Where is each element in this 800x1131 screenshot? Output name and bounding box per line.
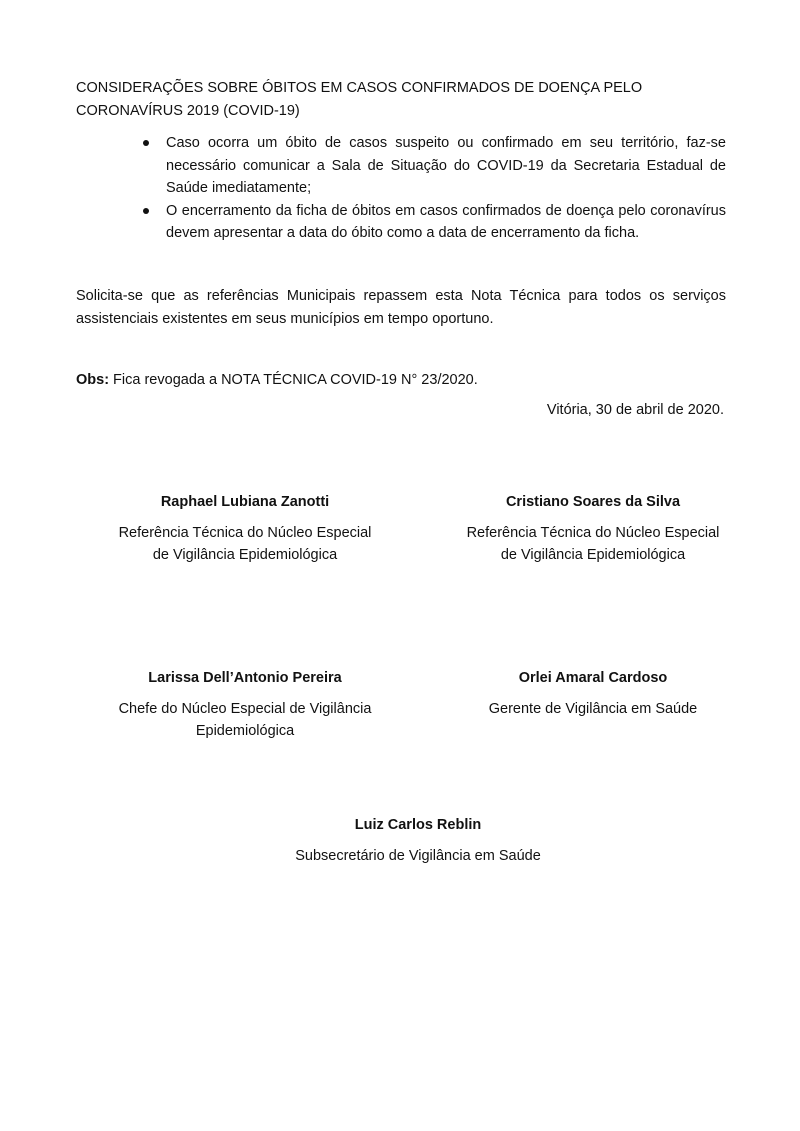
signature-role — [443, 522, 743, 567]
signature-block — [268, 814, 568, 867]
obs-text: Fica revogada a NOTA TÉCNICA COVID-19 N° 23/2020. — [109, 372, 478, 388]
obs-label: Obs: — [76, 372, 110, 388]
signature-role-line: Gerente de Vigilância em Saúde — [488, 700, 698, 717]
signature-name: Orlei Amaral Cardoso — [518, 670, 668, 686]
section-title: CONSIDERAÇÕES SOBRE ÓBITOS EM CASOS CONFIRMADOS DE DOENÇA PELO CORONAVÍRUS 2019 (COVID-19) — [76, 80, 643, 119]
signature-block — [95, 667, 395, 743]
signature-role — [95, 522, 395, 567]
signature-role — [268, 845, 568, 868]
bullet-list — [166, 132, 726, 245]
bullet-icon — [143, 140, 149, 146]
signature-role-line: Referência Técnica do Núcleo Especial — [118, 524, 372, 541]
bullet-icon — [143, 208, 149, 214]
signature-name: Luiz Carlos Reblin — [354, 817, 482, 833]
signature-name: Raphael Lubiana Zanotti — [160, 494, 330, 510]
bullet-text: Caso ocorra um óbito de casos suspeito ou confirmado em seu território, faz-se necessário comunicar a Sala de Situação do COVID-19 da Secretaria Estadual de Saúde imediatamente; — [166, 135, 726, 196]
signature-role-line: de Vigilância Epidemiológica — [500, 547, 686, 563]
request-paragraph: Solicita-se que as referências Municipais repassem esta Nota Técnica para todos os serviços assistenciais existentes em seus municípios em tempo oportuno. — [76, 288, 726, 327]
bullet-item — [166, 200, 726, 245]
signature-role-line: de Vigilância Epidemiológica — [152, 547, 338, 563]
signature-role-line: Referência Técnica do Núcleo Especial — [466, 524, 720, 541]
signature-name: Cristiano Soares da Silva — [505, 494, 681, 510]
signature-role-line: Chefe do Núcleo Especial de Vigilância — [118, 700, 372, 717]
date-line: Vitória, 30 de abril de 2020. — [546, 402, 724, 418]
bullet-text: O encerramento da ficha de óbitos em casos confirmados de doença pelo coronavírus devem apresentar a data do óbito como a data de encerramento da ficha. — [166, 202, 726, 241]
signature-block — [443, 491, 743, 567]
signature-role-line: Epidemiológica — [195, 723, 295, 739]
signature-role-line: Subsecretário de Vigilância em Saúde — [295, 847, 541, 864]
obs-paragraph — [76, 369, 726, 392]
signature-name: Larissa Dell’Antonio Pereira — [148, 670, 342, 686]
signature-block — [95, 491, 395, 567]
signature-role — [443, 698, 743, 721]
bullet-item — [166, 132, 726, 200]
signature-role — [95, 698, 395, 743]
signature-block — [443, 667, 743, 720]
